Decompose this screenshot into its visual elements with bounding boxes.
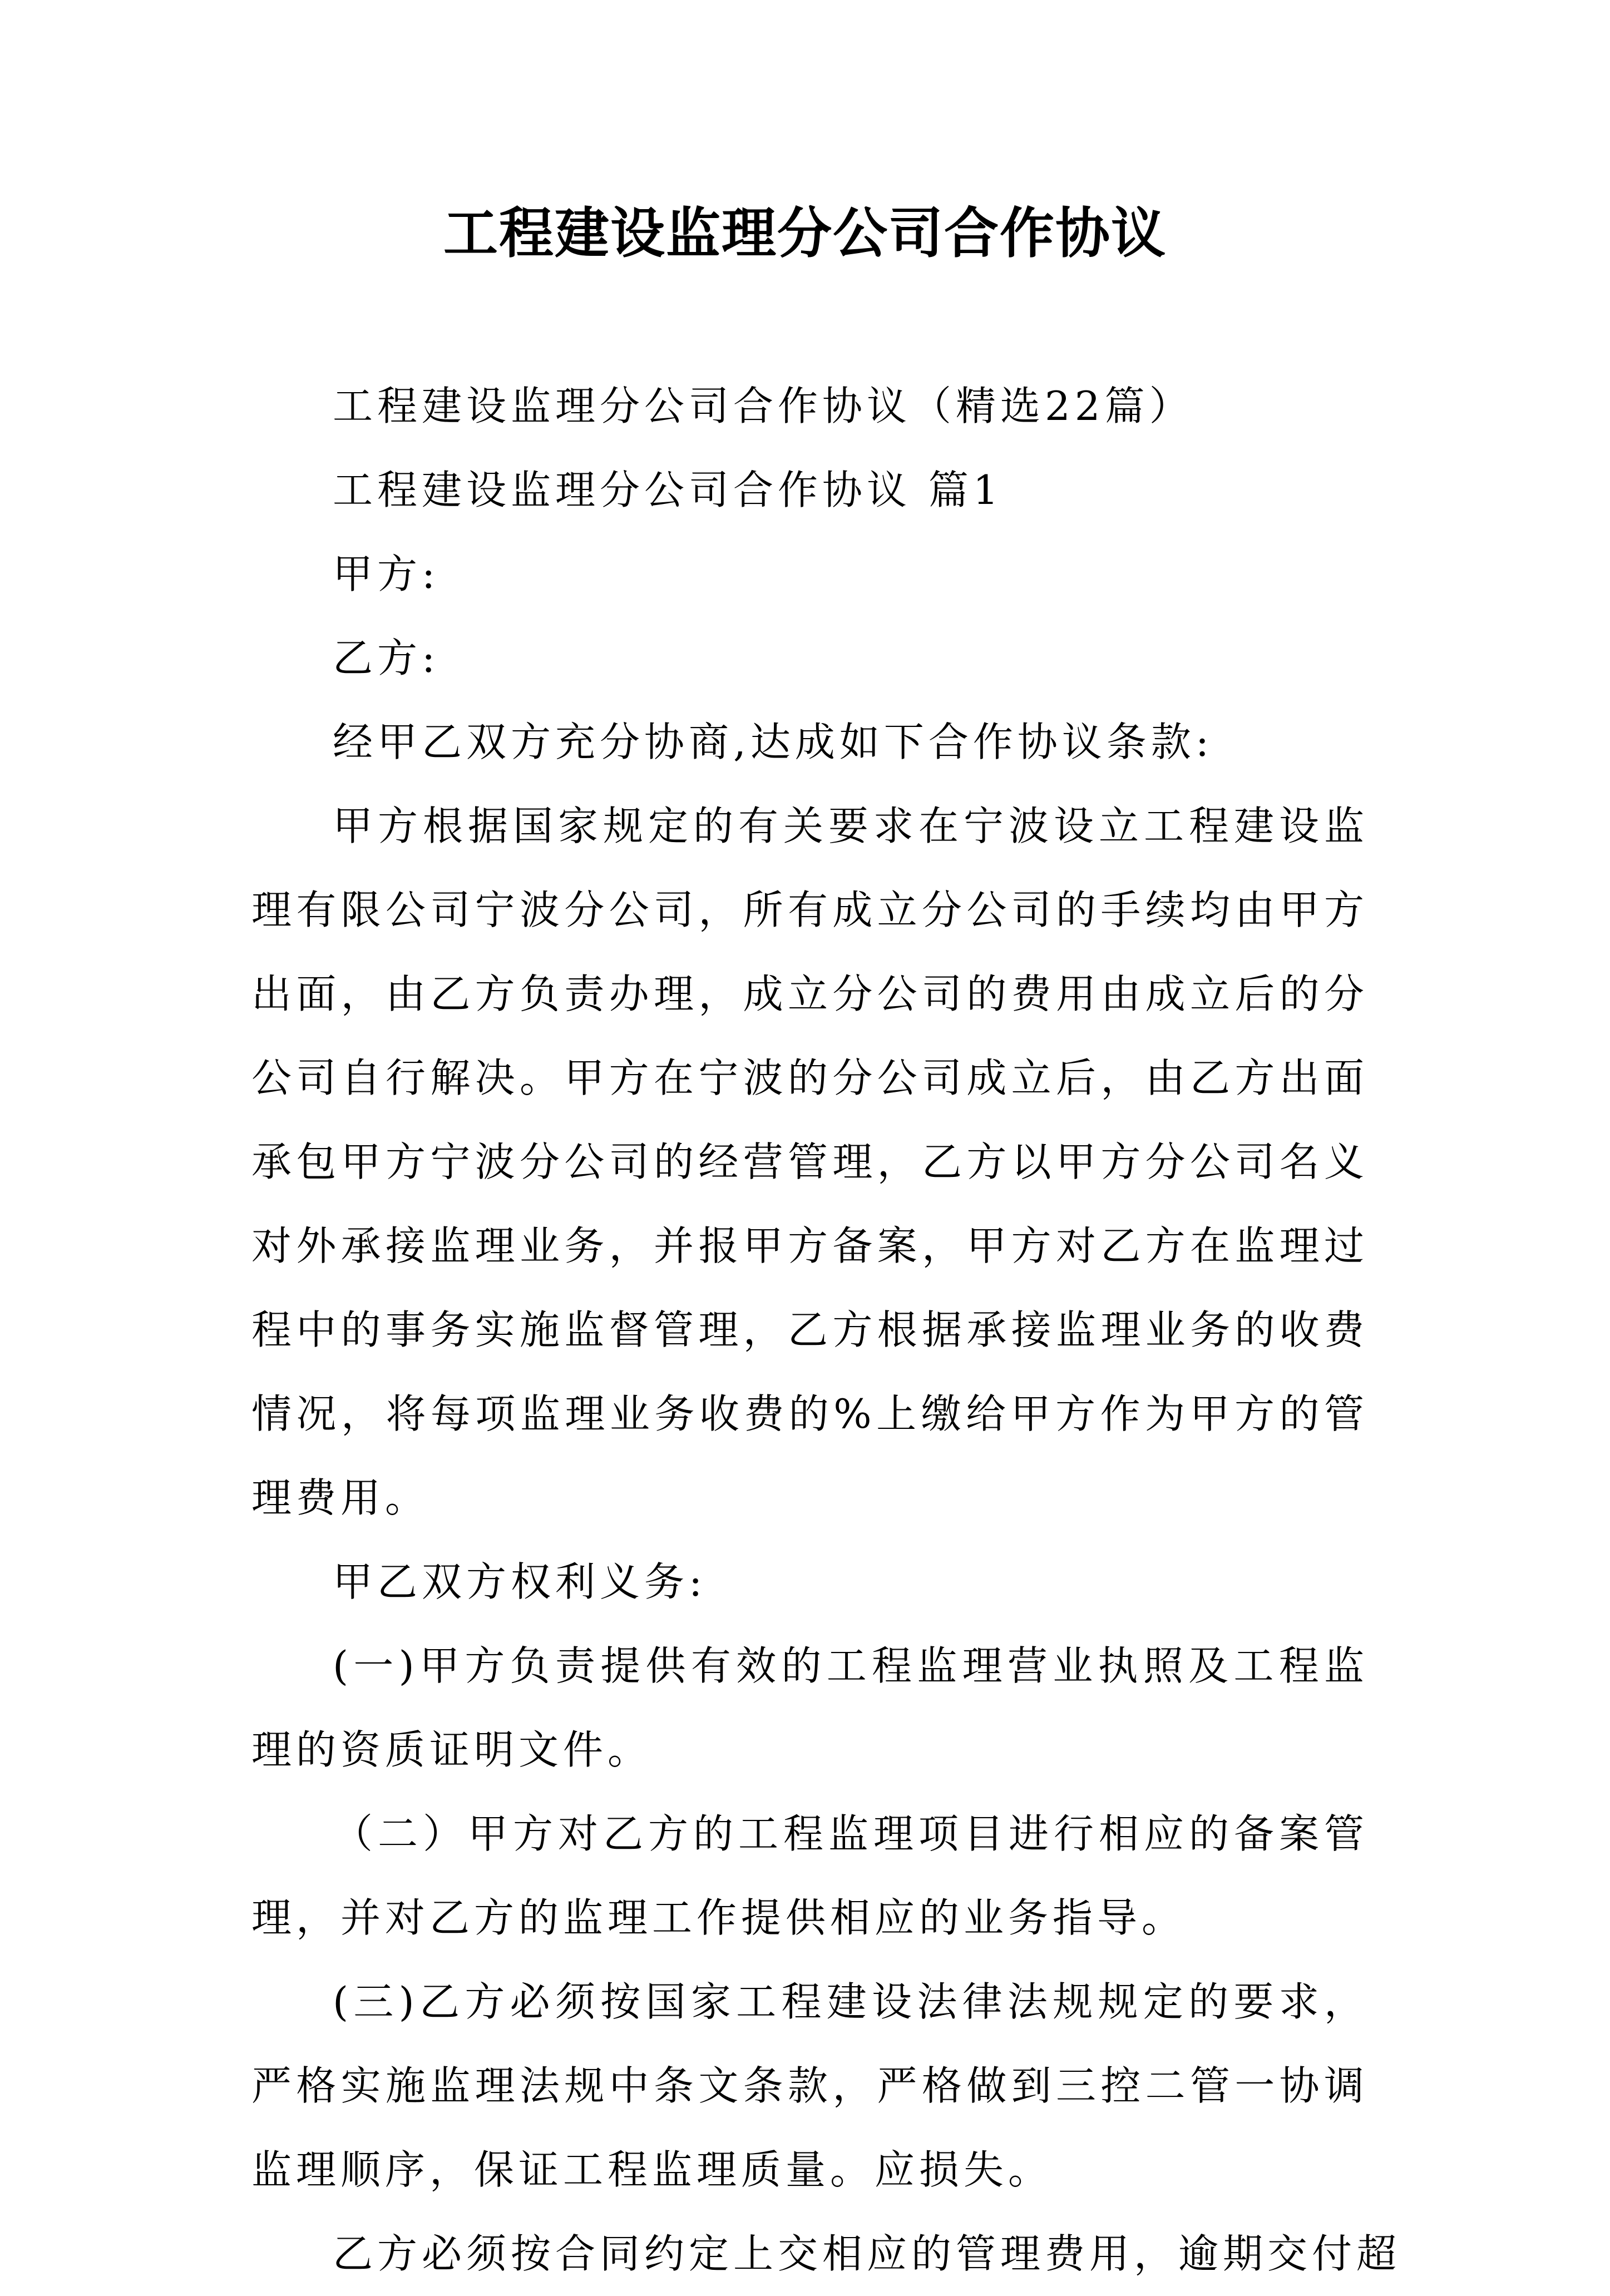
party-b-label: 乙方: xyxy=(333,635,440,681)
section-heading: 工程建设监理分公司合作协议 篇1 xyxy=(333,467,1003,513)
clause-fee-payment: 乙方必须按合同约定上交相应的管理费用，逾期交付超 xyxy=(333,2230,1401,2277)
party-a-label: 甲方: xyxy=(333,551,440,597)
document-title: 工程建设监理分公司合作协议 xyxy=(443,201,1167,265)
clause-1: (一)甲方负责提供有效的工程监理营业执照及工程监理的资质证明文件。 xyxy=(251,1642,1369,1773)
rights-obligations-heading: 甲乙双方权利义务: xyxy=(333,1558,707,1605)
document-subtitle: 工程建设监理分公司合作协议（精选22篇） xyxy=(333,383,1194,429)
agreement-intro: 经甲乙双方充分协商,达成如下合作协议条款: xyxy=(333,719,1214,765)
clause-3: (三)乙方必须按国家工程建设法律法规规定的要求，严格实施监理法规中条文条款，严格做到三控二管一协调监理顺序，保证工程监理质量。应损失。 xyxy=(251,1978,1369,2193)
paragraph-establishment: 甲方根据国家规定的有关要求在宁波设立工程建设监理有限公司宁波分公司，所有成立分公司的手续均由甲方出面，由乙方负责办理，成立分公司的费用由成立后的分公司自行解决。甲方在宁波的分公司成立后，由乙方出面承包甲方宁波分公司的经营管理，乙方以甲方分公司名义对外承接监理业务，并报甲方备案，甲方对乙方在监理过程中的事务实施监督管理，乙方根据承接监理业务的收费情况，将每项监理业务收费的%上缴给甲方作为甲方的管理费用。 xyxy=(251,803,1369,1521)
clause-2: （二）甲方对乙方的工程监理项目进行相应的备案管理，并对乙方的监理工作提供相应的业务指导。 xyxy=(251,1810,1369,1941)
document-body xyxy=(251,364,1401,2296)
